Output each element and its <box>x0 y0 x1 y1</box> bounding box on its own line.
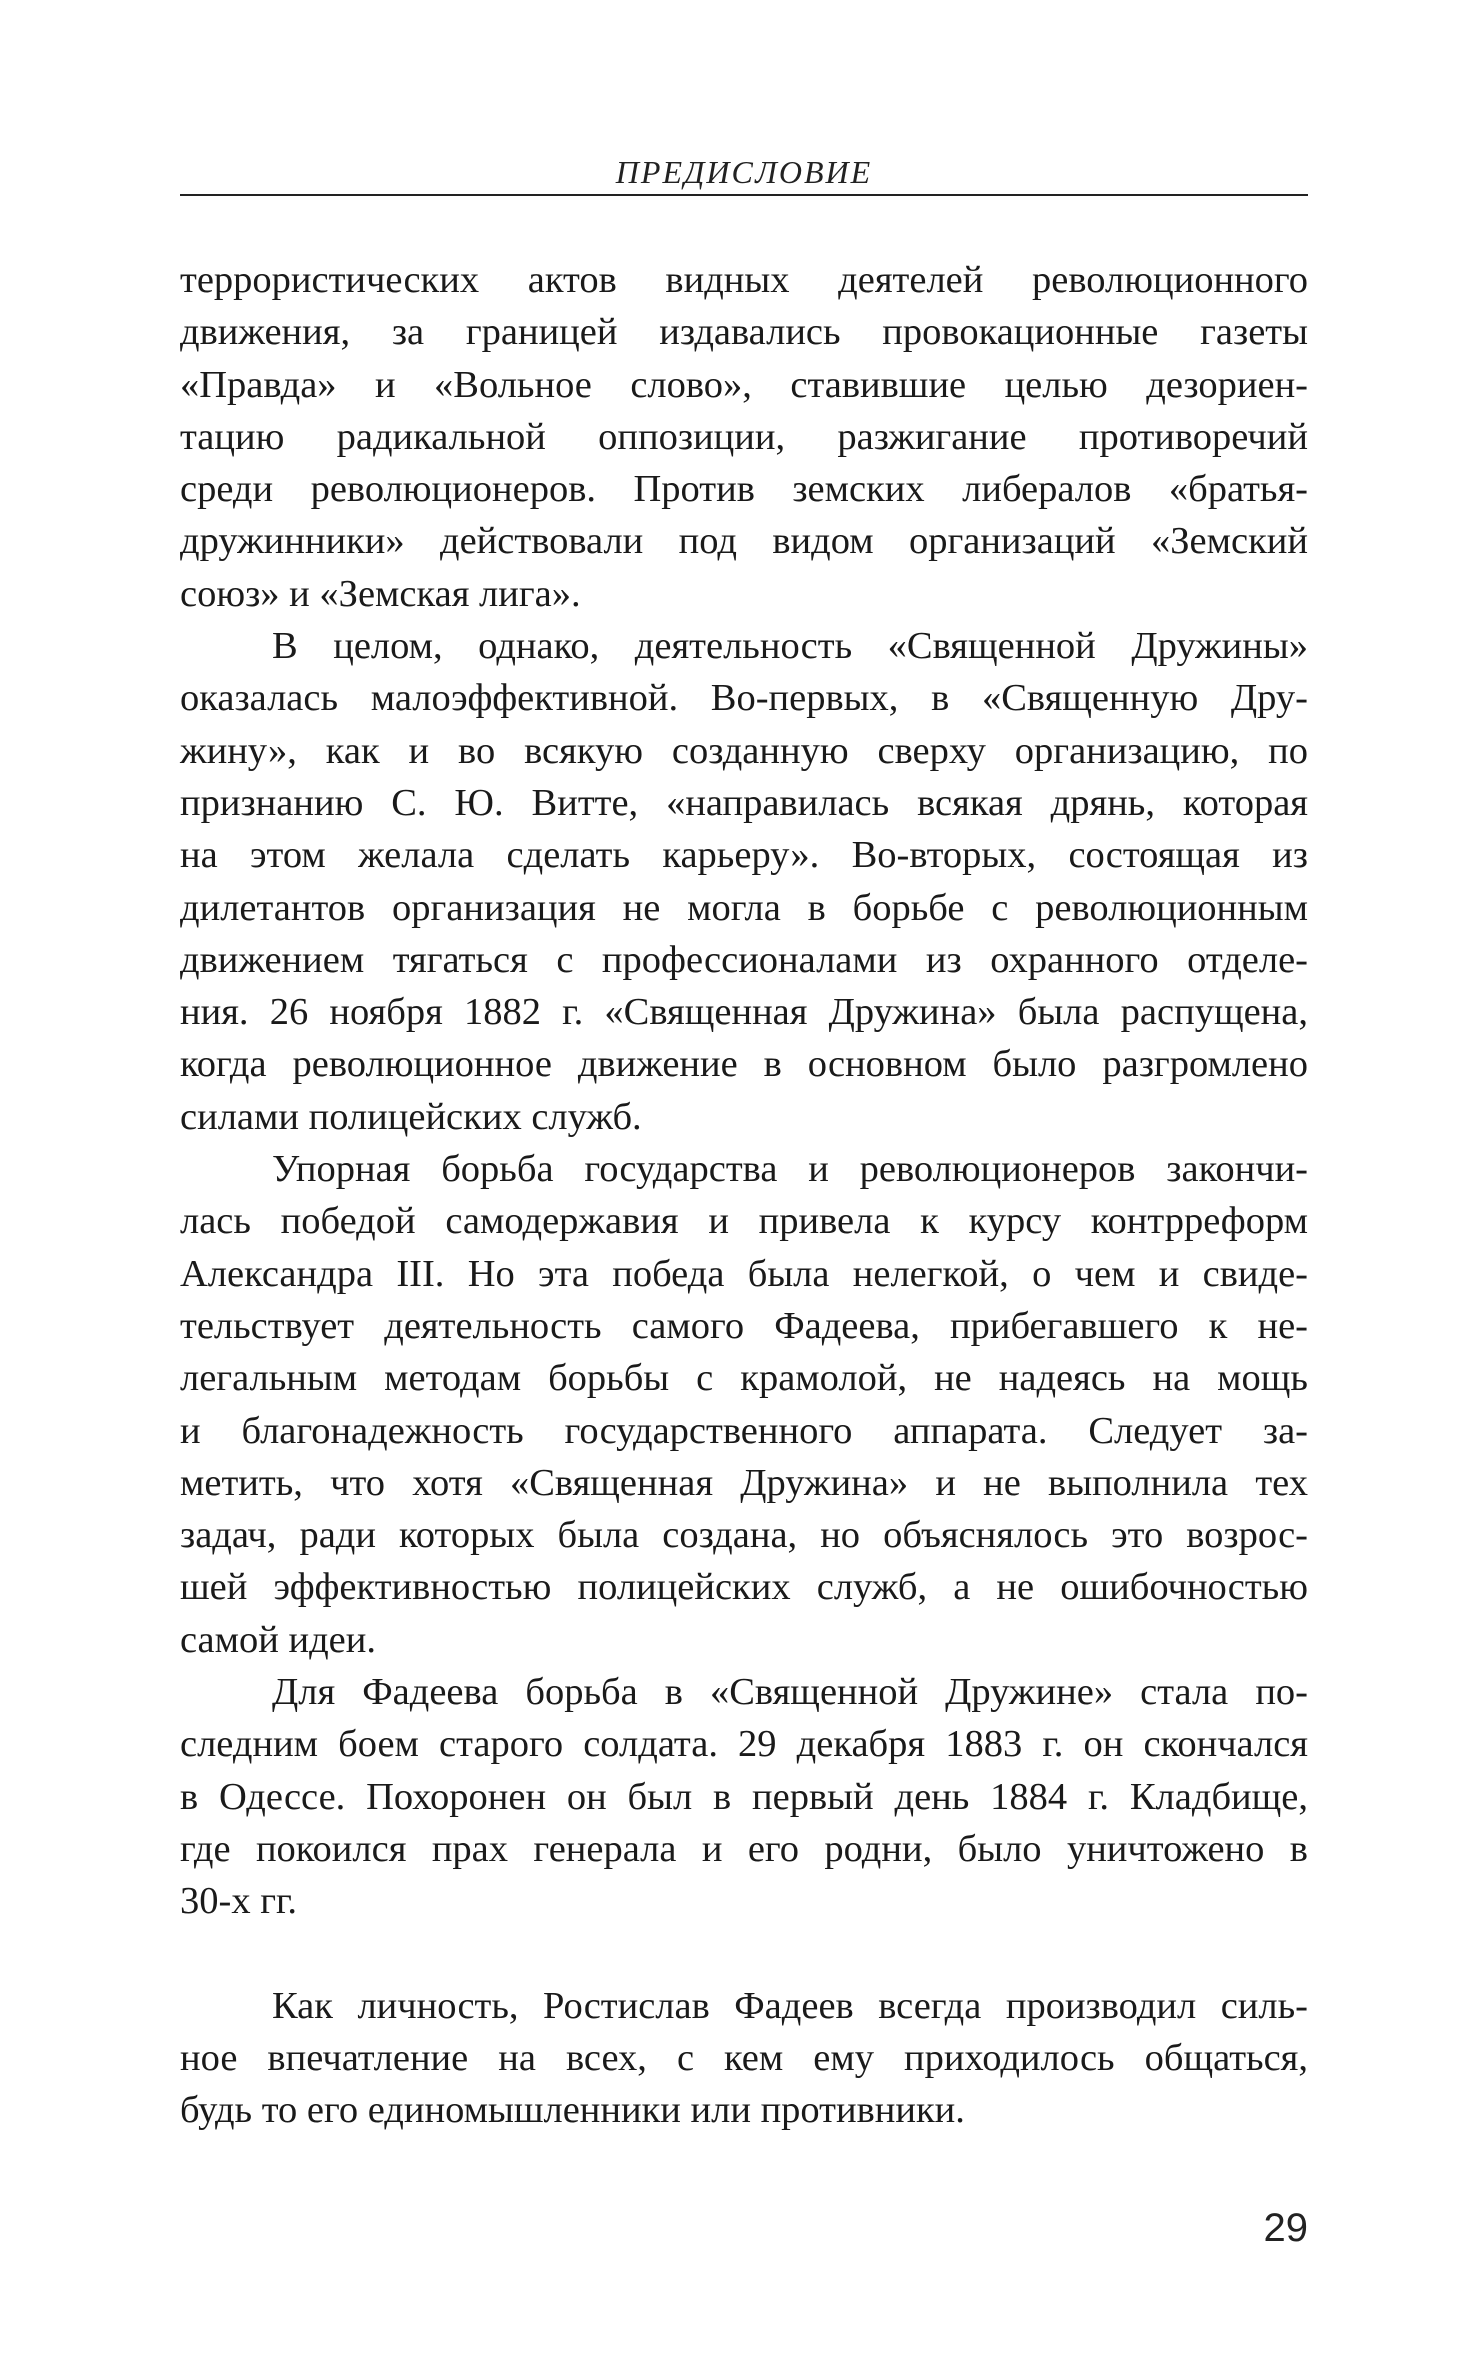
text-line: дилетантов организация не могла в борьбе с революционным <box>180 886 1308 929</box>
running-title: ПРЕДИСЛОВИЕ <box>615 154 873 190</box>
text-line: лась победой самодержавия и привела к курсу контрреформ <box>180 1200 1308 1243</box>
text-line: шей эффективностью полицейских служб, а не ошибочностью <box>180 1566 1308 1609</box>
text-line: 30-х гг. <box>180 1880 298 1923</box>
text-line: дружинники» действовали под видом организаций «Земский <box>180 520 1308 563</box>
text-line: союз» и «Земская лига». <box>180 572 581 615</box>
paragraph-2 <box>180 620 1308 1143</box>
paragraph-5 <box>180 1980 1308 2137</box>
text-line: тельствует деятельность самого Фадеева, прибегавшего к не- <box>180 1304 1308 1347</box>
page-number: 29 <box>1263 2206 1308 2250</box>
text-line: задач, ради которых была создана, но объяснялось это возрос- <box>180 1514 1308 1557</box>
paragraph-1 <box>180 254 1308 620</box>
text-line: «Правда» и «Вольное слово», ставившие целью дезориен- <box>180 363 1308 406</box>
text-line: В целом, однако, деятельность «Священной Дружины» <box>272 625 1308 668</box>
text-line: Для Фадеева борьба в «Священной Дружине» стала по- <box>272 1671 1308 1714</box>
text-line: будь то его единомышленники или противники. <box>180 2089 965 2132</box>
text-line: Упорная борьба государства и революционеров закончи- <box>272 1148 1308 1191</box>
text-line: среди революционеров. Против земских либералов «братья- <box>180 468 1308 511</box>
text-line: Александра III. Но эта победа была нелегкой, о чем и свиде- <box>180 1252 1308 1295</box>
text-line: движением тягаться с профессионалами из охранного отделе- <box>180 938 1308 981</box>
body-text <box>180 254 1308 2136</box>
text-line: жину», как и во всякую созданную сверху организацию, по <box>180 729 1308 772</box>
text-line: тацию радикальной оппозиции, разжигание противоречий <box>180 415 1308 458</box>
text-line: следним боем старого солдата. 29 декабря 1883 г. он скончался <box>180 1723 1308 1766</box>
text-line: самой идеи. <box>180 1618 376 1661</box>
text-line: на этом желала сделать карьеру». Во-вторых, состоящая из <box>180 834 1308 877</box>
text-line: признанию С. Ю. Витте, «направилась всякая дрянь, которая <box>180 781 1308 824</box>
text-line: оказалась малоэффективной. Во-первых, в «Священную Дру- <box>180 677 1308 720</box>
text-line: в Одессе. Похоронен он был в первый день 1884 г. Кладбище, <box>180 1775 1308 1818</box>
text-line: ное впечатление на всех, с кем ему приходилось общаться, <box>180 2036 1308 2079</box>
text-line: и благонадежность государственного аппарата. Следует за- <box>180 1409 1308 1452</box>
text-line: движения, за границей издавались провокационные газеты <box>180 311 1308 354</box>
text-line: где покоился прах генерала и его родни, было уничтожено в <box>180 1827 1308 1870</box>
text-line: метить, что хотя «Священная Дружина» и не выполнила тех <box>180 1461 1308 1504</box>
text-line: когда революционное движение в основном было разгромлено <box>180 1043 1308 1086</box>
paragraph-4 <box>180 1666 1308 1927</box>
header-rule <box>180 194 1308 196</box>
text-line: легальным методам борьбы с крамолой, не надеясь на мощь <box>180 1357 1308 1400</box>
text-line: ния. 26 ноября 1882 г. «Священная Дружина» была распущена, <box>180 991 1308 1034</box>
text-line: силами полицейских служб. <box>180 1095 642 1138</box>
paragraph-3 <box>180 1143 1308 1666</box>
text-line: Как личность, Ростислав Фадеев всегда производил силь- <box>272 1984 1308 2027</box>
text-line: террористических актов видных деятелей революционного <box>180 259 1308 301</box>
